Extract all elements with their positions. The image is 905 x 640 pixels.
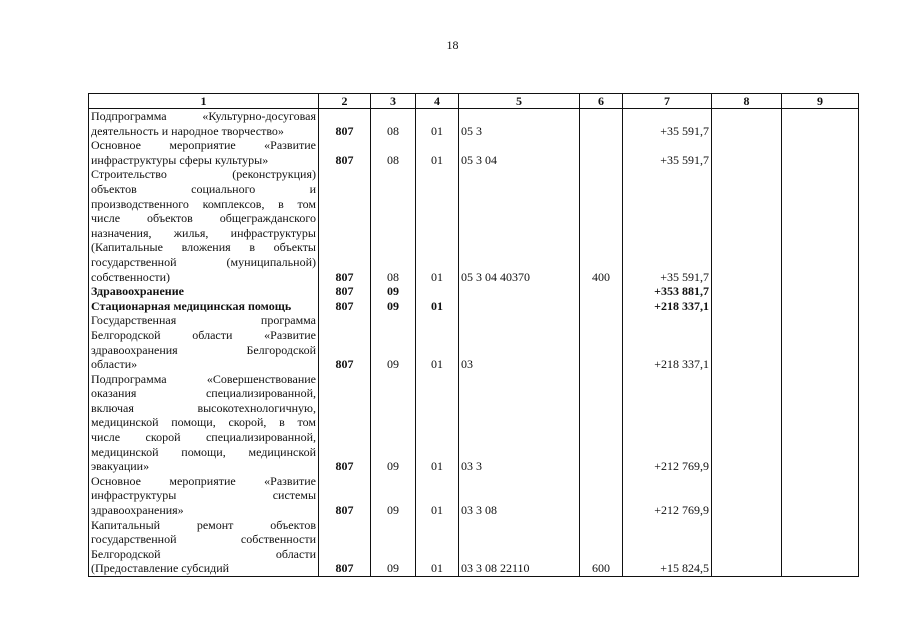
table-row xyxy=(89,518,859,577)
row-name-line: Подпрограмма «Совершенствование xyxy=(91,371,316,386)
row-col-9 xyxy=(782,284,859,299)
row-name-line: назначения, жилья, инфраструктуры xyxy=(91,225,316,240)
row-code-subsection xyxy=(416,284,459,299)
row-name-line: Подпрограмма «Культурно-досуговая xyxy=(91,109,316,123)
row-name-line: производственного комплексов, в том xyxy=(91,196,316,211)
row-name-cell xyxy=(89,313,319,371)
row-code-target: 05 3 04 xyxy=(459,138,580,167)
header-col-5: 5 xyxy=(459,94,580,109)
row-code-section: 09 xyxy=(371,474,416,518)
row-name-line: оказания специализированной, xyxy=(91,386,316,401)
table-row xyxy=(89,138,859,167)
row-amount: +218 337,1 xyxy=(623,313,712,371)
row-code-subsection: 01 xyxy=(416,109,459,139)
row-name-cell xyxy=(89,167,319,284)
row-code-section: 09 xyxy=(371,299,416,314)
table-body xyxy=(89,109,859,577)
row-col-9 xyxy=(782,167,859,284)
row-name-line: государственной (муниципальной) xyxy=(91,254,316,269)
row-code-target: 03 3 xyxy=(459,372,580,474)
row-code-ministry: 807 xyxy=(319,138,371,167)
row-code-subsection: 01 xyxy=(416,518,459,577)
row-col-8 xyxy=(712,284,782,299)
row-name-line: медицинской помощи, медицинской xyxy=(91,444,316,459)
header-col-1: 1 xyxy=(89,94,319,109)
row-amount: +15 824,5 xyxy=(623,518,712,577)
row-code-section: 09 xyxy=(371,372,416,474)
row-code-subsection: 01 xyxy=(416,313,459,371)
row-name-line: здравоохранения» xyxy=(91,503,184,518)
row-amount: +35 591,7 xyxy=(623,167,712,284)
row-amount: +35 591,7 xyxy=(623,138,712,167)
row-code-expense-type xyxy=(580,284,623,299)
header-col-6: 6 xyxy=(580,94,623,109)
row-name-cell xyxy=(89,474,319,518)
row-code-ministry: 807 xyxy=(319,109,371,139)
row-name-cell xyxy=(89,109,319,139)
row-amount: +218 337,1 xyxy=(623,299,712,314)
row-col-9 xyxy=(782,109,859,139)
row-code-target: 03 xyxy=(459,313,580,371)
budget-table xyxy=(88,93,859,577)
row-code-expense-type xyxy=(580,138,623,167)
row-name-cell xyxy=(89,284,319,299)
header-col-9: 9 xyxy=(782,94,859,109)
row-name-line: Строительство (реконструкция) xyxy=(91,167,316,182)
table-row xyxy=(89,167,859,284)
row-amount: +212 769,9 xyxy=(623,474,712,518)
row-code-expense-type xyxy=(580,313,623,371)
row-code-section: 08 xyxy=(371,138,416,167)
row-col-8 xyxy=(712,138,782,167)
row-code-ministry: 807 xyxy=(319,299,371,314)
row-code-section: 08 xyxy=(371,167,416,284)
row-col-8 xyxy=(712,372,782,474)
row-name-cell xyxy=(89,518,319,577)
row-code-section: 08 xyxy=(371,109,416,139)
row-code-subsection: 01 xyxy=(416,474,459,518)
table-row xyxy=(89,109,859,139)
header-col-8: 8 xyxy=(712,94,782,109)
row-col-9 xyxy=(782,474,859,518)
header-col-7: 7 xyxy=(623,94,712,109)
table-row xyxy=(89,284,859,299)
row-col-8 xyxy=(712,518,782,577)
table-row xyxy=(89,299,859,314)
row-col-8 xyxy=(712,299,782,314)
row-code-expense-type xyxy=(580,474,623,518)
row-code-ministry: 807 xyxy=(319,313,371,371)
header-col-3: 3 xyxy=(371,94,416,109)
row-code-expense-type: 600 xyxy=(580,518,623,577)
row-code-target: 03 3 08 xyxy=(459,474,580,518)
row-name-line: инфраструктуры сферы культуры» xyxy=(91,152,269,167)
table-row xyxy=(89,313,859,371)
row-name-line: числе объектов общегражданского xyxy=(91,211,316,226)
row-name-line: инфраструктуры системы xyxy=(91,488,316,503)
row-name-cell xyxy=(89,299,319,314)
row-name-line: эвакуации» xyxy=(91,459,150,474)
row-col-9 xyxy=(782,313,859,371)
row-col-8 xyxy=(712,474,782,518)
row-amount: +35 591,7 xyxy=(623,109,712,139)
row-code-ministry: 807 xyxy=(319,518,371,577)
row-col-8 xyxy=(712,167,782,284)
row-code-target: 03 3 08 22110 xyxy=(459,518,580,577)
row-name-line: включая высокотехнологичную, xyxy=(91,400,316,415)
row-name-line: числе скорой специализированной, xyxy=(91,430,316,445)
page-number: 18 xyxy=(446,38,459,52)
row-col-9 xyxy=(782,138,859,167)
row-name-line: (Капитальные вложения в объекты xyxy=(91,240,316,255)
row-name-line: Белгородской области xyxy=(91,546,316,561)
row-name-line: Белгородской области «Развитие xyxy=(91,327,316,342)
row-col-8 xyxy=(712,313,782,371)
row-name-cell xyxy=(89,372,319,474)
row-code-expense-type: 400 xyxy=(580,167,623,284)
row-amount: +353 881,7 xyxy=(623,284,712,299)
row-code-target: 05 3 04 40370 xyxy=(459,167,580,284)
row-name-line: собственности) xyxy=(91,269,171,284)
row-name-line: деятельность и народное творчество» xyxy=(91,123,284,138)
row-name-line: Государственная программа xyxy=(91,313,316,328)
header-row xyxy=(89,94,859,109)
row-name-line: государственной собственности xyxy=(91,532,316,547)
row-code-target xyxy=(459,284,580,299)
table-row xyxy=(89,474,859,518)
row-name-line: Основное мероприятие «Развитие xyxy=(91,138,316,153)
row-name-line: объектов социального и xyxy=(91,181,316,196)
row-name-line: (Предоставление субсидий xyxy=(91,561,230,576)
row-code-ministry: 807 xyxy=(319,167,371,284)
row-name-line: Капитальный ремонт объектов xyxy=(91,517,316,532)
table-row xyxy=(89,372,859,474)
row-col-9 xyxy=(782,299,859,314)
row-code-ministry: 807 xyxy=(319,284,371,299)
row-code-expense-type xyxy=(580,109,623,139)
row-code-expense-type xyxy=(580,299,623,314)
row-code-section: 09 xyxy=(371,284,416,299)
row-code-ministry: 807 xyxy=(319,372,371,474)
row-col-9 xyxy=(782,372,859,474)
row-code-expense-type xyxy=(580,372,623,474)
row-name-line: Здравоохранение xyxy=(91,284,184,299)
header-col-2: 2 xyxy=(319,94,371,109)
row-code-section: 09 xyxy=(371,518,416,577)
row-code-subsection: 01 xyxy=(416,138,459,167)
row-code-subsection: 01 xyxy=(416,167,459,284)
row-name-line: здравоохранения Белгородской xyxy=(91,342,316,357)
row-col-9 xyxy=(782,518,859,577)
row-code-ministry: 807 xyxy=(319,474,371,518)
row-name-line: медицинской помощи, скорой, в том xyxy=(91,415,316,430)
row-code-subsection: 01 xyxy=(416,299,459,314)
row-amount: +212 769,9 xyxy=(623,372,712,474)
row-code-subsection: 01 xyxy=(416,372,459,474)
row-code-target: 05 3 xyxy=(459,109,580,139)
row-code-section: 09 xyxy=(371,313,416,371)
row-code-target xyxy=(459,299,580,314)
header-col-4: 4 xyxy=(416,94,459,109)
row-name-cell xyxy=(89,138,319,167)
row-name-line: области» xyxy=(91,357,138,372)
row-name-line: Основное мероприятие «Развитие xyxy=(91,473,316,488)
row-col-8 xyxy=(712,109,782,139)
row-name-line: Стационарная медицинская помощь xyxy=(91,298,292,313)
